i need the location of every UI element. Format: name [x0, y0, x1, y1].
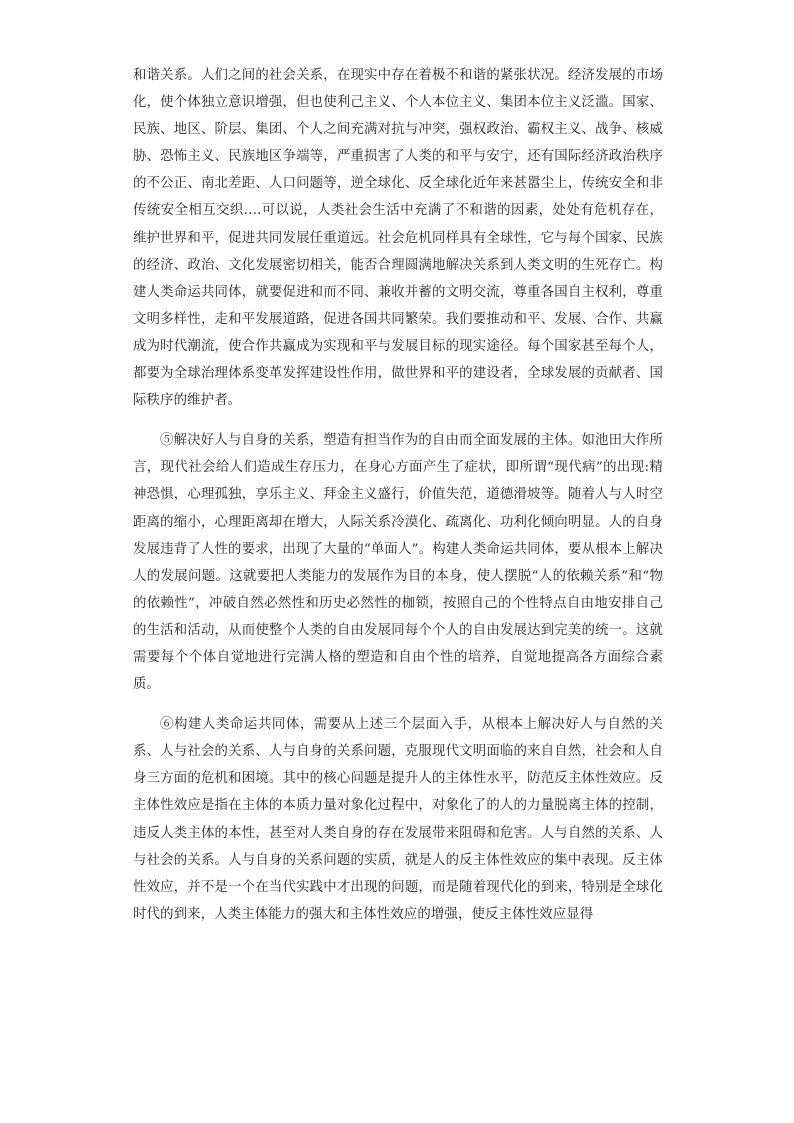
- paragraph-6: ⑥构建人类命运共同体，需要从上述三个层面入手，从根本上解决好人与自然的关系、人与社会的关系、人与自身的关系问题，克服现代文明面临的来自自然，社会和人自身三方面的危机和困境。其中的核心问题是提升人的主体性水平，防范反主体性效应。反主体性效应是指在主体的本质力量对象化过程中，对象化了的人的力量脱离主体的控制，违反人类主体的本性，甚至对人类自身的存在发展带来阻碍和危害。人与自然的关系、人与社会的关系。人与自身的关系问题的实质，就是人的反主体性效应的集中表现。反主体性效应，并不是一个在当代实践中才出现的问题，而是随着现代化的到来，特别是全球化时代的到来，人类主体能力的强大和主体性效应的增强，使反主体性效应显得: [133, 717, 663, 922]
- document-body: [133, 62, 663, 928]
- paragraph-5: ⑤解决好人与自身的关系，塑造有担当作为的自由而全面发展的主体。如池田大作所言，现代社会给人们造成生存压力，在身心方面产生了症状，即所谓“现代病”的出现:精神恐惧，心理孤独，享乐主义、拜金主义盛行，价值失范，道德滑坡等。随着人与人时空距离的缩小，心理距离却在增大，人际关系冷漠化、疏离化、功利化倾向明显。人的自身发展违背了人性的要求，出现了大量的“单面人”。构建人类命运共同体，要从根本上解决人的发展问题。这就要把人类能力的发展作为目的本身，使人摆脱“人的依赖关系”和“物的依赖性”，冲破自然必然性和历史必然性的枷锁，按照自己的个性特点自由地安排自己的生活和活动，从而使整个人类的自由发展同每个个人的自由发展达到完美的统一。这就需要每个个体自觉地进行完满人格的塑造和自由个性的培养，自觉地提高各方面综合素质。: [133, 433, 663, 693]
- paragraph-continued: 和谐关系。人们之间的社会关系，在现实中存在着极不和谐的紧张状况。经济发展的市场化，使个体独立意识增强，但也使利己主义、个人本位主义、集团本位主义泛滥。国家、民族、地区、阶层、集团、个人之间充满对抗与冲突，强权政治、霸权主义、战争、核威胁、恐怖主义、民族地区争端等，严重损害了人类的和平与安宁，还有国际经济政治秩序的不公正、南北差距、人口问题等，逆全球化、反全球化近年来甚嚣尘上，传统安全和非传统安全相互交织....可以说，人类社会生活中充满了不和谐的因素，处处有危机存在，维护世界和平，促进共同发展任重道远。社会危机同样具有全球性，它与每个国家、民族的经济、政治、文化发展密切相关，能否合理圆满地解决关系到人类文明的生死存亡。构建人类命运共同体，就要促进和而不同、兼收并蓄的文明交流，尊重各国自主权利，尊重文明多样性，走和平发展道路，促进各国共同繁荣。我们要推动和平、发展、合作、共赢成为时代潮流，使合作共赢成为实现和平与发展目标的现实途径。每个国家甚至每个人，都要为全球治理体系变革发挥建设性作用，做世界和平的建设者，全球发展的贡献者、国际秩序的维护者。: [133, 68, 663, 409]
